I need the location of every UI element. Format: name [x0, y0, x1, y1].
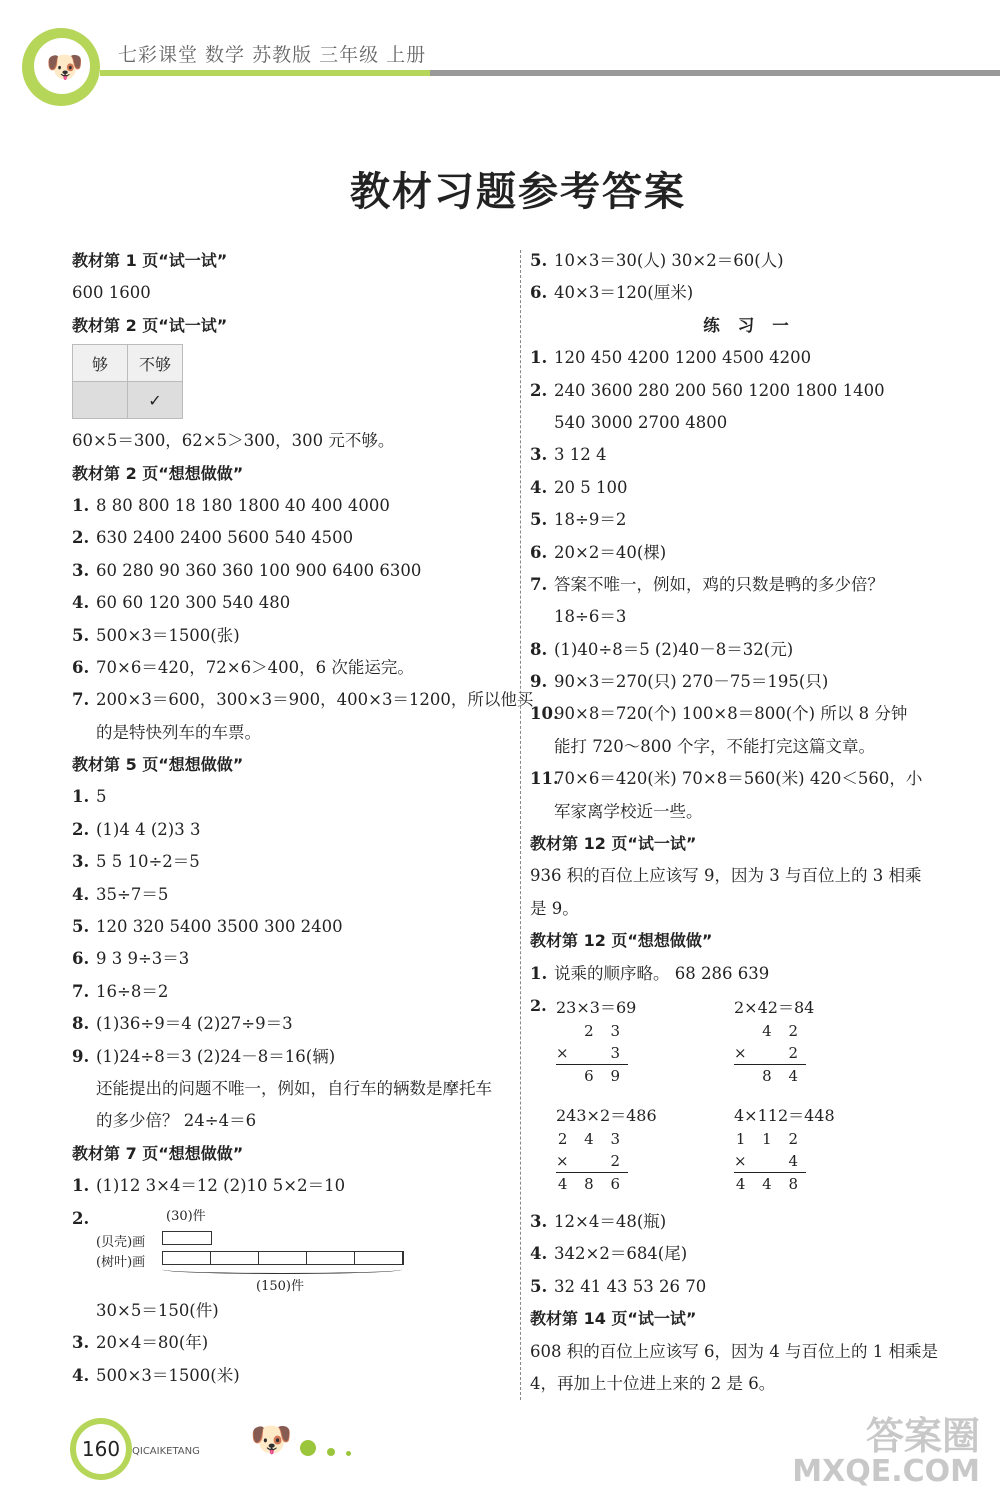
list-item — [72, 1360, 517, 1392]
section-heading: 教材第 2 页“试一试” — [72, 315, 228, 335]
list-item — [72, 652, 517, 684]
diagram-label-leaf: (树叶)画 — [96, 1254, 146, 1270]
list-item — [72, 490, 517, 522]
item-text: 35÷7＝5 — [96, 884, 169, 904]
item-number: 4. — [72, 884, 90, 904]
item-number: 2. — [72, 528, 90, 548]
item-number: 3. — [72, 560, 90, 580]
watermark — [792, 1414, 980, 1490]
item-text: 5 — [96, 787, 107, 807]
item-text: 200×3＝600，300×3＝900，400×3＝1200，所以他买 — [96, 690, 534, 710]
times-sign: × — [734, 1151, 753, 1170]
section-heading: 教材第 12 页“想想做做” — [530, 931, 713, 951]
item-number: 6. — [72, 657, 90, 677]
calc-multiplicand: 1 1 2 — [735, 1129, 804, 1148]
footer-brand: QICAIKETANG — [132, 1446, 200, 1457]
table-header-enough: 够 — [73, 345, 128, 382]
line-segment-diagram — [72, 1205, 517, 1295]
item-text: 20×2＝40(棵) — [554, 542, 667, 562]
list-item — [72, 587, 517, 619]
vertical-calc — [734, 1104, 904, 1195]
item-text: 32 41 43 53 26 70 — [554, 1276, 707, 1296]
item-number: 8. — [72, 1014, 90, 1034]
item-number: 10. — [530, 704, 559, 724]
item-text: 20 5 100 — [554, 477, 628, 497]
watermark-text: 答案圈 — [865, 1414, 980, 1458]
list-item — [72, 684, 534, 716]
column-divider — [520, 250, 521, 1400]
calc-multiplier-row — [734, 1150, 804, 1172]
vertical-calc — [556, 1104, 726, 1195]
calc-equation: 2×42＝84 — [734, 997, 815, 1017]
item-text: 70×6＝420(米) 70×8＝560(米) 420＜560，小 — [554, 769, 923, 789]
item-text: 500×3＝1500(米) — [96, 1365, 240, 1385]
list-item — [72, 620, 517, 652]
section-heading: 教材第 12 页“试一试” — [530, 834, 697, 854]
item-number: 6. — [72, 949, 90, 969]
item-number: 2. — [530, 380, 548, 400]
item-number: 1. — [72, 495, 90, 515]
item-number: 3. — [72, 1333, 90, 1353]
list-item — [530, 666, 980, 698]
item-text: (1)4 4 (2)3 3 — [96, 819, 201, 839]
list-item — [530, 277, 980, 309]
answer-list — [530, 439, 980, 601]
item-number: 3. — [72, 852, 90, 872]
vertical-calc — [556, 996, 726, 1087]
item-text: 60 280 90 360 360 100 900 6400 6300 — [96, 560, 422, 580]
item-text: 答案不唯一，例如，鸡的只数是鸭的多少倍？ — [554, 574, 884, 594]
list-item — [530, 1238, 980, 1270]
item-text: 240 3600 280 200 560 1200 1800 1400 — [554, 380, 885, 400]
item-text: 5 5 10÷2＝5 — [96, 852, 200, 872]
item-number: 6. — [530, 283, 548, 303]
item-text: 10×3＝30(人) 30×2＝60(人) — [554, 251, 784, 270]
answer-line: 936 积的百位上应该写 9，因为 3 与百位上的 3 相乘 — [530, 866, 922, 886]
list-item — [72, 976, 517, 1008]
dog-mascot-icon: 🐶 — [46, 50, 84, 85]
item-text: 70×6＝420，72×6＞400，6 次能运完。 — [96, 657, 414, 677]
check-mark-icon: ✓ — [128, 382, 183, 419]
item-text: 40×3＝120(厘米) — [554, 283, 694, 303]
page-header — [0, 0, 1000, 110]
answer-line: 608 积的百位上应该写 6，因为 4 与百位上的 1 相乘是 — [530, 1341, 938, 1361]
item-text: 3 12 4 — [554, 445, 607, 465]
item-number: 1. — [530, 348, 548, 368]
list-item — [72, 846, 517, 878]
list-item — [530, 1206, 980, 1238]
section-heading: 教材第 7 页“想想做做” — [72, 1143, 244, 1163]
list-item — [72, 879, 517, 911]
answer-line: 还能提出的问题不唯一，例如，自行车的辆数是摩托车 — [96, 1078, 492, 1098]
answer-line: 540 3000 2700 4800 — [554, 412, 728, 432]
list-item — [72, 781, 517, 813]
calc-multiplier-row — [734, 1042, 804, 1064]
times-sign: × — [734, 1043, 753, 1062]
list-item — [72, 1041, 517, 1073]
item-number: 4. — [72, 1365, 90, 1385]
page-title: 教材习题参考答案 — [350, 169, 686, 215]
answer-list — [530, 342, 980, 407]
list-item — [530, 245, 980, 277]
item-number: 7. — [72, 981, 90, 1001]
item-text: 342×2＝684(尾) — [554, 1244, 688, 1264]
vertical-calc — [734, 996, 904, 1087]
item-text: 说乘的顺序略。 68 286 639 — [554, 963, 770, 983]
item-number: 5. — [530, 510, 548, 530]
diagram-label-top: (30)件 — [166, 1208, 206, 1224]
list-item — [72, 1327, 517, 1359]
answer-list — [72, 781, 517, 1073]
section-heading: 教材第 5 页“想想做做” — [72, 755, 244, 775]
right-column — [530, 245, 980, 1400]
item-number: 5. — [72, 917, 90, 937]
brace — [162, 1265, 402, 1274]
calc-multiplier-row — [556, 1150, 626, 1172]
item-number: 9. — [72, 1046, 90, 1066]
times-sign: × — [556, 1043, 575, 1062]
answer-list — [530, 1206, 980, 1303]
shell-bar — [162, 1231, 212, 1245]
calc-result: 8 4 — [762, 1066, 804, 1085]
answer-list — [530, 634, 980, 731]
calc-result: 4 4 8 — [735, 1174, 804, 1193]
enough-table — [72, 344, 183, 419]
calc-equation: 243×2＝486 — [556, 1105, 657, 1125]
calc-multiplicand: 4 2 — [762, 1021, 804, 1040]
answer-line: 18÷6＝3 — [554, 607, 627, 627]
section-heading: 教材第 14 页“试一试” — [530, 1309, 697, 1329]
list-item — [530, 472, 980, 504]
calc-multiplicand: 2 3 — [584, 1021, 626, 1040]
item-number: 5. — [530, 251, 548, 270]
item-text: (1)36÷9＝4 (2)27÷9＝3 — [96, 1014, 293, 1034]
list-item — [72, 911, 517, 943]
answer-line: 能打 720～800 个字，不能打完这篇文章。 — [554, 736, 875, 756]
calc-multiplier: 2 — [610, 1151, 626, 1170]
item-text: 8 80 800 18 180 1800 40 400 4000 — [96, 495, 390, 515]
list-item — [530, 439, 980, 471]
diagram-label-bottom: (150)件 — [256, 1278, 304, 1294]
item-number: 8. — [530, 639, 548, 659]
answer-line: 30×5＝150(件) — [96, 1300, 219, 1320]
answer-line: 600 1600 — [72, 283, 151, 303]
list-item — [72, 1008, 517, 1040]
answer-line: 军家离学校近一些。 — [554, 801, 703, 821]
list-item — [530, 504, 980, 536]
item-number: 9. — [530, 672, 548, 692]
item-number: 3. — [530, 445, 548, 465]
answer-list — [72, 490, 534, 717]
list-item — [530, 1271, 980, 1303]
item-text: 630 2400 2400 5600 540 4500 — [96, 528, 354, 548]
item-text: (1)12 3×4＝12 (2)10 5×2＝10 — [96, 1176, 346, 1196]
item-number: 5. — [72, 625, 90, 645]
answer-line: 4，再加上十位进上来的 2 是 6。 — [530, 1373, 776, 1393]
item-number: 11. — [530, 769, 559, 789]
answer-line: 的是特快列车的车票。 — [96, 722, 261, 742]
calc-result: 4 8 6 — [557, 1174, 626, 1193]
watermark-url: MXQE.COM — [792, 1454, 980, 1489]
list-item — [530, 537, 980, 569]
calc-equation: 23×3＝69 — [556, 997, 637, 1017]
decorative-dots — [300, 1440, 357, 1460]
item-text: 16÷8＝2 — [96, 981, 169, 1001]
item-number: 4. — [530, 1244, 548, 1264]
answer-line: 的多少倍？ 24÷4＝6 — [96, 1111, 257, 1131]
list-item — [530, 375, 980, 407]
item-number: 7. — [72, 690, 90, 710]
list-item — [530, 342, 980, 374]
item-number: 1. — [530, 963, 548, 983]
item-number: 2. — [530, 995, 547, 1015]
calc-multiplicand: 2 4 3 — [557, 1129, 626, 1148]
item-number: 2. — [72, 1208, 90, 1228]
left-column — [72, 245, 534, 1392]
item-number: 2. — [72, 819, 90, 839]
dot-icon — [327, 1448, 335, 1456]
list-item — [72, 522, 517, 554]
list-item — [530, 698, 980, 730]
item-number: 1. — [72, 1176, 90, 1196]
answer-list — [530, 245, 980, 310]
dot-icon — [346, 1451, 351, 1456]
exercise-heading: 练习一 — [703, 315, 807, 335]
item-text: 20×4＝80(年) — [96, 1333, 209, 1353]
vertical-calc-block — [530, 990, 980, 1206]
leaf-bar — [162, 1251, 404, 1265]
answer-line: 是 9。 — [530, 898, 579, 918]
item-text: 9 3 9÷3＝3 — [96, 949, 190, 969]
calc-multiplier: 3 — [610, 1043, 626, 1062]
item-text: (1)40÷8＝5 (2)40－8＝32(元) — [554, 639, 794, 659]
section-heading: 教材第 1 页“试一试” — [72, 251, 228, 270]
page-number: 160 — [76, 1424, 126, 1474]
diagram-label-shell: (贝壳)画 — [96, 1234, 146, 1250]
calc-result: 6 9 — [584, 1066, 626, 1085]
item-text: 120 320 5400 3500 300 2400 — [96, 917, 343, 937]
item-number: 6. — [530, 542, 548, 562]
item-number: 4. — [72, 593, 90, 613]
answer-line: 60×5＝300，62×5＞300，300 元不够。 — [72, 431, 395, 451]
dot-icon — [300, 1440, 316, 1456]
item-text: 60 60 120 300 540 480 — [96, 593, 291, 613]
list-item — [530, 958, 980, 990]
list-item — [530, 569, 980, 601]
list-item — [530, 634, 980, 666]
dog-mascot-icon: 🐶 — [250, 1420, 293, 1460]
list-item — [72, 814, 517, 846]
header-gray-line — [430, 70, 1000, 76]
list-item — [72, 943, 517, 975]
item-text: 12×4＝48(瓶) — [554, 1211, 667, 1231]
calc-multiplier: 4 — [788, 1151, 804, 1170]
calc-equation: 4×112＝448 — [734, 1105, 835, 1125]
item-number: 3. — [530, 1211, 548, 1231]
item-text: 500×3＝1500(张) — [96, 625, 240, 645]
list-item — [530, 763, 980, 795]
item-text: 90×8＝720(个) 100×8＝800(个) 所以 8 分钟 — [554, 704, 908, 724]
item-text: 90×3＝270(只) 270－75＝195(只) — [554, 672, 829, 692]
table-header-not-enough: 不够 — [128, 345, 183, 382]
calc-multiplier-row — [556, 1042, 626, 1064]
item-number: 1. — [72, 787, 90, 807]
times-sign: × — [556, 1151, 575, 1170]
item-number: 5. — [530, 1276, 548, 1296]
table-cell-empty — [73, 382, 128, 419]
calc-multiplier: 2 — [788, 1043, 804, 1062]
item-number: 7. — [530, 574, 548, 594]
item-text: 120 450 4200 1200 4500 4200 — [554, 348, 812, 368]
list-item — [72, 555, 517, 587]
item-text: (1)24÷8＝3 (2)24－8＝16(辆) — [96, 1046, 336, 1066]
header-title: 七彩课堂 数学 苏教版 三年级 上册 — [118, 44, 427, 66]
list-item — [72, 1170, 517, 1202]
section-heading: 教材第 2 页“想想做做” — [72, 463, 244, 483]
item-number: 4. — [530, 477, 548, 497]
item-text: 18÷9＝2 — [554, 510, 627, 530]
